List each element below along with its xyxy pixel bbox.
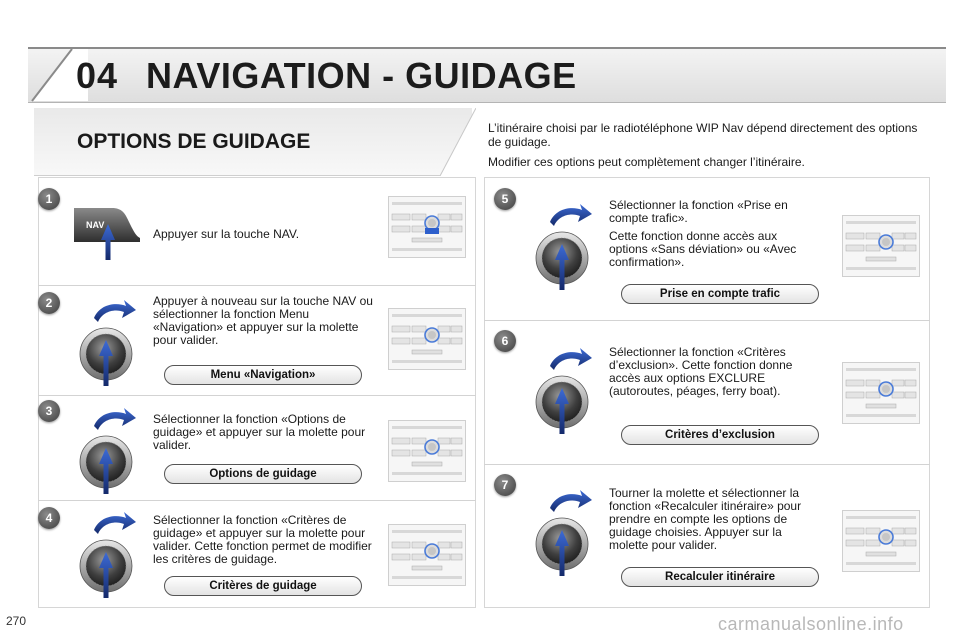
step-instruction-text: Cette fonction donne accès aux options «Sans déviation» ou «Avec confirmation».	[609, 229, 797, 269]
rotary-knob-icon	[528, 344, 594, 436]
menu-label-pill: Options de guidage	[164, 464, 362, 484]
step-number-badge: 2	[38, 292, 60, 314]
step-divider	[484, 320, 930, 321]
step-number-badge: 3	[38, 400, 60, 422]
step-instruction-text: Tourner la molette et sélectionner la fonction «Recalculer itinéraire» pour prendre en compte les options de guidage choisies. Appuyer sur la molette pour valider.	[609, 486, 802, 552]
chapter-number: 04	[76, 55, 119, 96]
rotary-knob-icon	[72, 508, 138, 600]
step-instruction-text: Sélectionner la fonction «Critères de guidage» et appuyer sur la molette pour valider. Cette fonction permet de modifier les critères de guidage.	[153, 513, 372, 566]
radio-panel-icon	[842, 362, 920, 424]
radio-panel-icon	[842, 510, 920, 572]
step-instruction	[153, 413, 378, 457]
watermark-text: carmanualsonline.info	[718, 614, 904, 634]
radio-panel-icon	[388, 308, 466, 370]
step-number-badge: 6	[494, 330, 516, 352]
rotary-knob-icon	[72, 296, 138, 388]
step-number-badge: 5	[494, 188, 516, 210]
step-instruction	[609, 199, 819, 274]
step-divider	[38, 500, 476, 501]
rotary-knob-icon	[72, 404, 138, 496]
step-instruction	[153, 514, 378, 571]
step-number-badge: 7	[494, 474, 516, 496]
step-instruction-text: Sélectionner la fonction «Prise en compte trafic».	[609, 198, 788, 225]
nav-key-label: NAV	[86, 220, 105, 230]
nav-key-icon	[72, 202, 142, 262]
radio-panel-icon	[388, 196, 466, 258]
step-instruction-text: Sélectionner la fonction «Critères d’exclusion». Cette fonction donne accès aux options EXCLURE (autoroutes, péages, ferry boat).	[609, 345, 793, 398]
radio-panel-icon	[388, 524, 466, 586]
step-instruction	[153, 228, 383, 246]
step-instruction-text: Appuyer à nouveau sur la touche NAV ou sélectionner la fonction Menu «Navigation» et appuyer sur la molette pour valider.	[153, 294, 373, 347]
chapter-title: NAVIGATION - GUIDAGE	[146, 55, 577, 96]
menu-label-pill: Critères de guidage	[164, 576, 362, 596]
intro-paragraph: L’itinéraire choisi par le radiotéléphone WIP Nav dépend directement des options de guidage.	[488, 121, 918, 149]
step-divider	[484, 464, 930, 465]
step-instruction-text: Appuyer sur la touche NAV.	[153, 227, 300, 241]
step-instruction	[609, 487, 819, 557]
step-number-badge: 4	[38, 507, 60, 529]
step-instruction-text: Sélectionner la fonction «Options de guidage» et appuyer sur la molette pour valider.	[153, 412, 366, 452]
intro-text	[488, 121, 928, 175]
menu-label-pill: Recalculer itinéraire	[621, 567, 819, 587]
menu-label-pill: Menu «Navigation»	[164, 365, 362, 385]
section-title-corner-icon	[440, 108, 476, 176]
menu-label-pill: Prise en compte trafic	[621, 284, 819, 304]
menu-label-pill: Critères d’exclusion	[621, 425, 819, 445]
step-instruction	[153, 295, 378, 352]
step-divider	[38, 285, 476, 286]
intro-paragraph: Modifier ces options peut complètement changer l’itinéraire.	[488, 155, 805, 169]
rotary-knob-icon	[528, 200, 594, 292]
rotary-knob-icon	[528, 486, 594, 578]
step-number-badge: 1	[38, 188, 60, 210]
page-number: 270	[6, 614, 27, 628]
step-divider	[38, 395, 476, 396]
section-title: OPTIONS DE GUIDAGE	[77, 130, 311, 153]
step-instruction	[609, 346, 819, 403]
radio-panel-icon	[388, 420, 466, 482]
radio-panel-icon	[842, 215, 920, 277]
